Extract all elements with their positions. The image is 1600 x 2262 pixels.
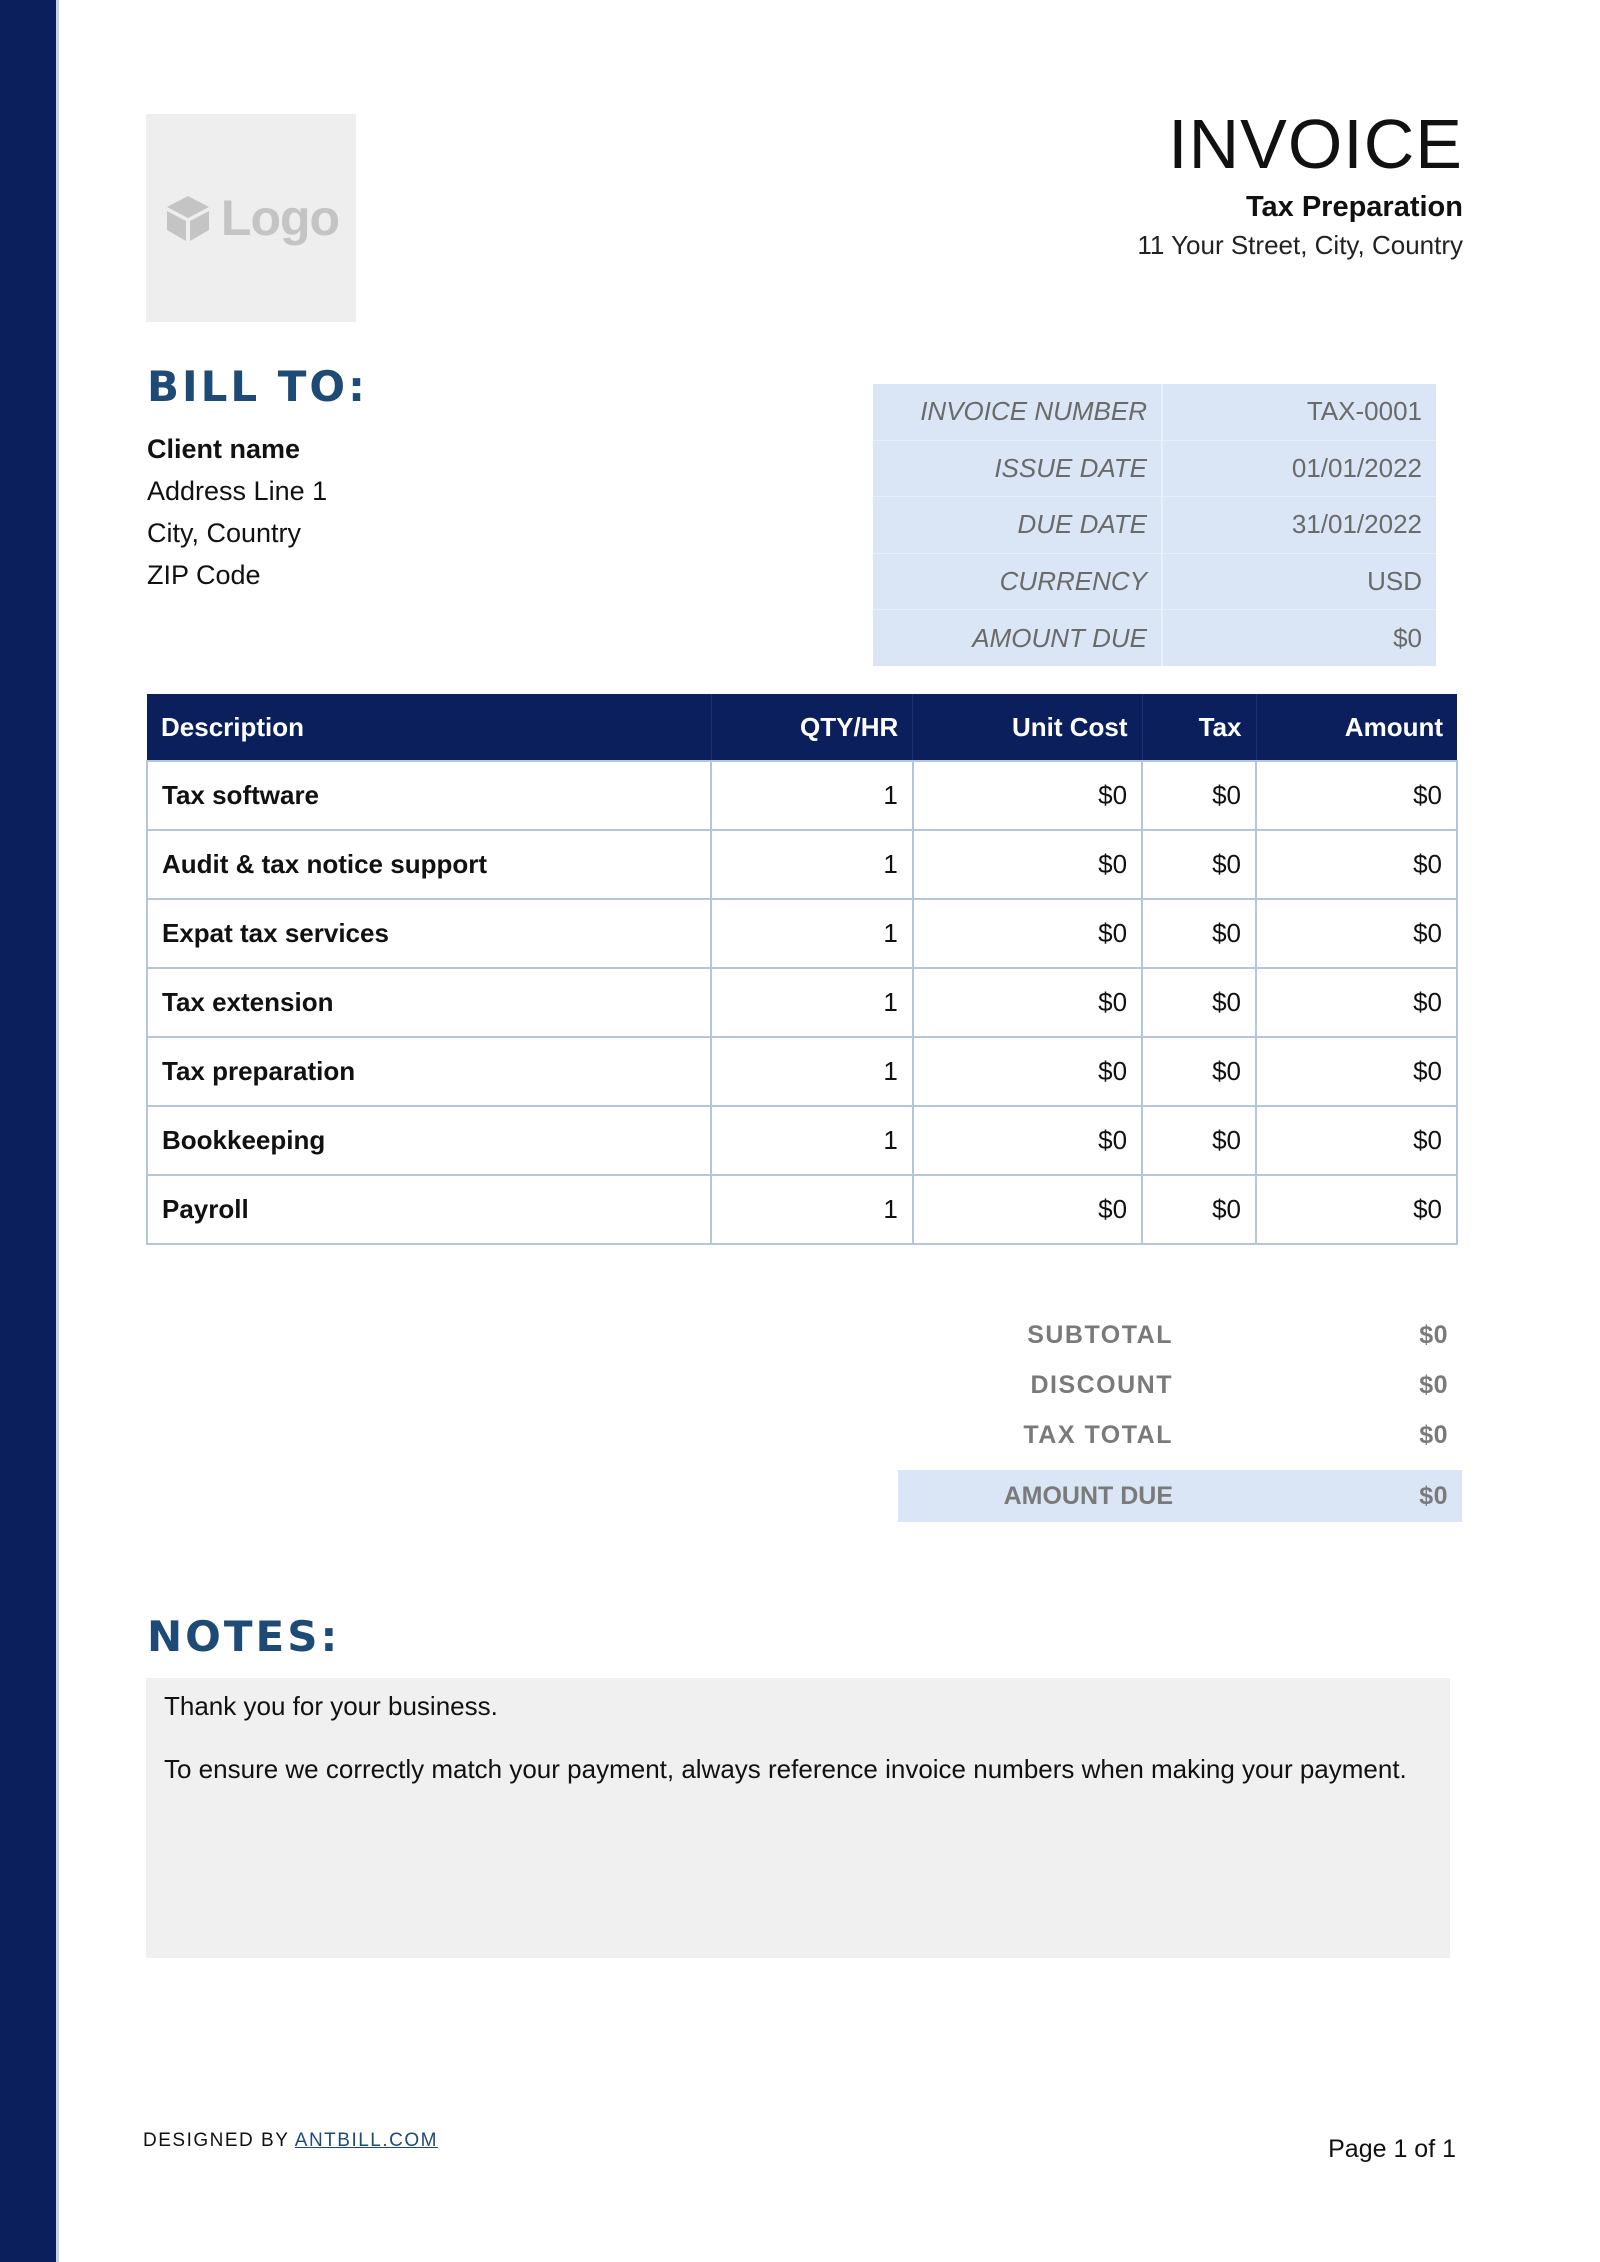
notes-line: To ensure we correctly match your payment, always reference invoice numbers when making your payment.	[164, 1754, 1407, 1784]
client-city-country: City, Country	[147, 518, 302, 548]
table-header-row	[147, 694, 1457, 761]
amount-due-label: AMOUNT DUE	[1003, 1481, 1173, 1510]
item-unit-cost: $0	[913, 830, 1142, 899]
item-unit-cost: $0	[913, 968, 1142, 1037]
item-amount: $0	[1256, 1175, 1457, 1244]
table-row	[147, 761, 1457, 830]
tax-total-label: TAX TOTAL	[1023, 1420, 1173, 1449]
item-amount: $0	[1256, 761, 1457, 830]
client-name: Client name	[147, 434, 301, 464]
meta-value-amount-due: $0	[1393, 622, 1422, 653]
item-description: Bookkeeping	[147, 1106, 711, 1175]
meta-value-due-date: 31/01/2022	[1162, 497, 1436, 554]
logo-text: Logo	[220, 190, 340, 246]
meta-label-currency: CURRENCY	[873, 553, 1162, 610]
item-amount: $0	[1256, 968, 1457, 1037]
meta-row	[873, 610, 1436, 666]
meta-value-issue-date: 01/01/2022	[1162, 440, 1436, 497]
item-amount: $0	[1256, 830, 1457, 899]
item-description: Expat tax services	[147, 899, 711, 968]
item-qty: 1	[711, 968, 913, 1037]
table-row	[147, 1106, 1457, 1175]
item-unit-cost: $0	[913, 899, 1142, 968]
amount-due-row	[898, 1470, 1462, 1522]
item-description: Payroll	[147, 1175, 711, 1244]
notes-box	[146, 1678, 1450, 1958]
item-tax: $0	[1142, 899, 1256, 968]
client-zip: ZIP Code	[147, 560, 261, 590]
item-amount: $0	[1256, 1037, 1457, 1106]
item-qty: 1	[711, 899, 913, 968]
table-row	[147, 899, 1457, 968]
meta-row	[873, 497, 1436, 554]
left-accent-bar	[0, 0, 56, 2262]
meta-row	[873, 553, 1436, 610]
item-qty: 1	[711, 830, 913, 899]
discount-row	[898, 1360, 1462, 1410]
tax-total-row	[898, 1410, 1462, 1460]
subtotal-value: $0	[1419, 1320, 1448, 1349]
column-header-tax: Tax	[1142, 694, 1256, 761]
item-amount: $0	[1256, 1106, 1457, 1175]
page-number: Page 1 of 1	[1328, 2135, 1456, 2163]
item-tax: $0	[1142, 1037, 1256, 1106]
tax-total-value: $0	[1419, 1420, 1448, 1449]
logo-placeholder	[146, 114, 356, 322]
amount-due-value: $0	[1419, 1481, 1448, 1510]
table-row	[147, 968, 1457, 1037]
item-qty: 1	[711, 1106, 913, 1175]
item-description: Tax extension	[147, 968, 711, 1037]
item-amount: $0	[1256, 899, 1457, 968]
column-header-qty: QTY/HR	[711, 694, 913, 761]
bill-to-heading: BILL TO:	[147, 362, 368, 411]
designed-by-label: DESIGNED BY	[143, 2130, 295, 2151]
meta-value-invoice-number: TAX-0001	[1162, 384, 1436, 440]
subtotal-row	[898, 1310, 1462, 1360]
line-items-table	[146, 694, 1458, 1245]
item-qty: 1	[711, 1175, 913, 1244]
invoice-title: INVOICE	[1168, 105, 1463, 183]
left-accent-bar-edge	[56, 0, 59, 2262]
table-row	[147, 1175, 1457, 1244]
table-row	[147, 830, 1457, 899]
item-tax: $0	[1142, 761, 1256, 830]
item-tax: $0	[1142, 830, 1256, 899]
antbill-link[interactable]: ANTBILL.COM	[294, 2130, 438, 2151]
item-tax: $0	[1142, 1106, 1256, 1175]
totals-block	[898, 1310, 1462, 1522]
subtotal-label: SUBTOTAL	[1027, 1320, 1173, 1349]
bill-to-block	[147, 428, 327, 596]
item-tax: $0	[1142, 968, 1256, 1037]
column-header-amount: Amount	[1256, 694, 1457, 761]
meta-value-currency: USD	[1162, 553, 1436, 610]
company-address: 11 Your Street, City, Country	[1137, 230, 1463, 260]
meta-row	[873, 384, 1436, 440]
designed-by-credit	[143, 2130, 438, 2152]
meta-label-due-date: DUE DATE	[873, 497, 1162, 554]
item-unit-cost: $0	[913, 1175, 1142, 1244]
item-description: Tax preparation	[147, 1037, 711, 1106]
meta-label-amount-due: AMOUNT DUE	[873, 610, 1162, 666]
item-description: Audit & tax notice support	[147, 830, 711, 899]
company-name: Tax Preparation	[1245, 191, 1463, 223]
notes-heading: NOTES:	[147, 1612, 341, 1661]
item-qty: 1	[711, 761, 913, 830]
item-tax: $0	[1142, 1175, 1256, 1244]
invoice-header	[1137, 104, 1463, 264]
column-header-unit-cost: Unit Cost	[913, 694, 1142, 761]
meta-row	[873, 440, 1436, 497]
notes-line: Thank you for your business.	[164, 1691, 498, 1721]
column-header-description: Description	[147, 694, 711, 761]
item-qty: 1	[711, 1037, 913, 1106]
discount-value: $0	[1419, 1370, 1448, 1399]
discount-label: DISCOUNT	[1030, 1370, 1173, 1399]
item-unit-cost: $0	[913, 1106, 1142, 1175]
client-address-line: Address Line 1	[147, 476, 328, 506]
cube-icon	[163, 193, 213, 243]
item-unit-cost: $0	[913, 761, 1142, 830]
meta-label-issue-date: ISSUE DATE	[873, 440, 1162, 497]
item-description: Tax software	[147, 761, 711, 830]
invoice-meta-table	[873, 384, 1436, 666]
table-row	[147, 1037, 1457, 1106]
item-unit-cost: $0	[913, 1037, 1142, 1106]
meta-label-invoice-number: INVOICE NUMBER	[873, 384, 1162, 440]
